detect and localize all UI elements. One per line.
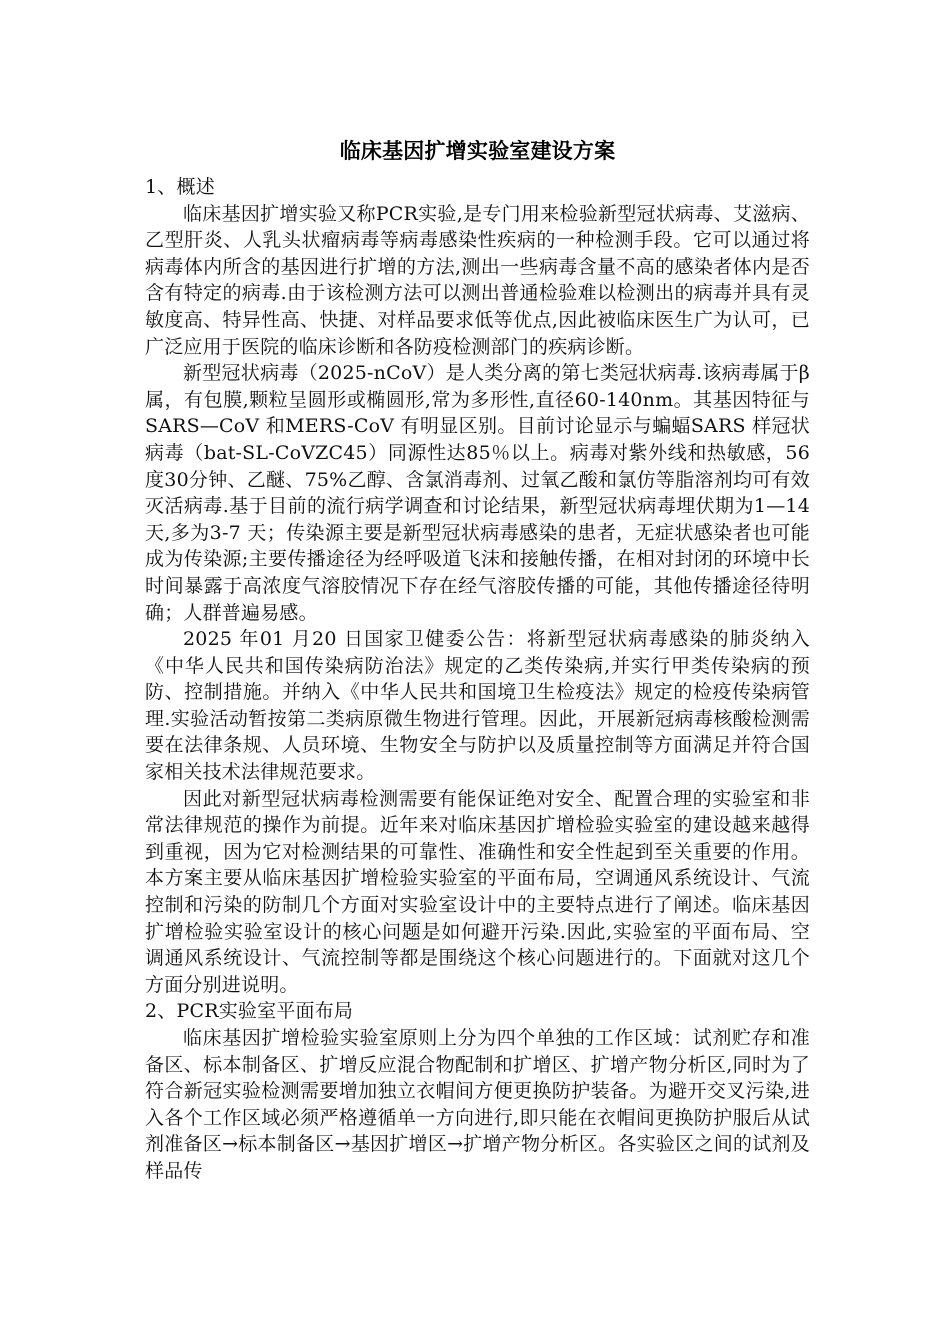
section-overview: [145, 174, 810, 998]
section-heading: 2、PCR实验室平面布局: [145, 1000, 354, 1023]
paragraph: 新型冠状病毒（2025-nCoV）是人类分离的第七类冠状病毒.该病毒属于β属，有包膜,颗粒呈圆形或椭圆形,常为多形性,直径60-140nm。其基因特征与SARS—CoV 和MERS-CoV 有明显区别。目前讨论显示与蝙蝠SARS 样冠状病毒（bat-SL-CoVZC45）同源性达85％以上。病毒对紫外线和热敏感，56 度30分钟、乙醚、75%乙醇、含氯消毒剂、过氧乙酸和氯仿等脂溶剂均可有效灭活病毒.基于目前的流行病学调查和讨论结果，新型冠状病毒埋伏期为1—14 天,多为3-7 天；传染源主要是新型冠状病毒感染的患者，无症状感染者也可能成为传染源;主要传播途径为经呼吸道飞沫和接触传播，在相对封闭的环境中长时间暴露于高浓度气溶胶情况下存在经气溶胶传播的可能，其他传播途径待明确；人群普遍易感。: [145, 362, 810, 624]
paragraph: 临床基因扩增实验又称PCR实验,是专门用来检验新型冠状病毒、艾滋病、乙型肝炎、人乳头状瘤病毒等病毒感染性疾病的一种检测手段。它可以通过将病毒体内所含的基因进行扩增的方法,测出一些病毒含量不高的感染者体内是否含有特定的病毒.由于该检测方法可以测出普通检验难以检测出的病毒并具有灵敏度高、特异性高、快捷、对样品要求低等优点,因此被临床医生广为认可，已广泛应用于医院的临床诊断和各防疫检测部门的疾病诊断。: [145, 202, 810, 358]
document-title: 临床基因扩增实验室建设方案: [339, 139, 616, 163]
document-body: [145, 132, 810, 1185]
section-pcr-layout: [145, 998, 810, 1184]
paragraph: 2025 年01 月20 日国家卫健委公告：将新型冠状病毒感染的肺炎纳入《中华人民共和国传染病防治法》规定的乙类传染病,并实行甲类传染病的预防、控制措施。并纳入《中华人民共和国境卫生检疫法》规定的检疫传染病管理.实验活动暂按第二类病原微生物进行管理。因此，开展新冠病毒核酸检测需要在法律条规、人员环境、生物安全与防护以及质量控制等方面满足并符合国家相关技术法律规范要求。: [145, 628, 810, 784]
paragraph: 因此对新型冠状病毒检测需要有能保证绝对安全、配置合理的实验室和非常法律规范的操作为前提。近年来对临床基因扩增检验实验室的建设越来越得到重视，因为它对检测结果的可靠性、准确性和安全性起到至关重要的作用。本方案主要从临床基因扩增检验实验室的平面布局，空调通风系统设计、气流控制和污染的防制几个方面对实验室设计中的主要特点进行了阐述。临床基因扩增检验实验室设计的核心问题是如何避开污染.因此,实验室的平面布局、空调通风系统设计、气流控制等都是围绕这个核心问题进行的。下面就对这几个方面分别进说明。: [145, 787, 810, 996]
paragraph: 临床基因扩增检验实验室原则上分为四个单独的工作区域：试剂贮存和准备区、标本制备区、扩增反应混合物配制和扩增区、扩增产物分析区,同时为了符合新冠实验检测需要增加独立衣帽间方便更换防护装备。为避开交叉污染,进入各个工作区域必须严格遵循单一方向进行,即只能在衣帽间更换防护服后从试剂准备区→标本制备区→基因扩增区→扩增产物分析区。各实验区之间的试剂及样品传: [145, 1027, 810, 1182]
section-heading: 1、概述: [145, 176, 215, 198]
